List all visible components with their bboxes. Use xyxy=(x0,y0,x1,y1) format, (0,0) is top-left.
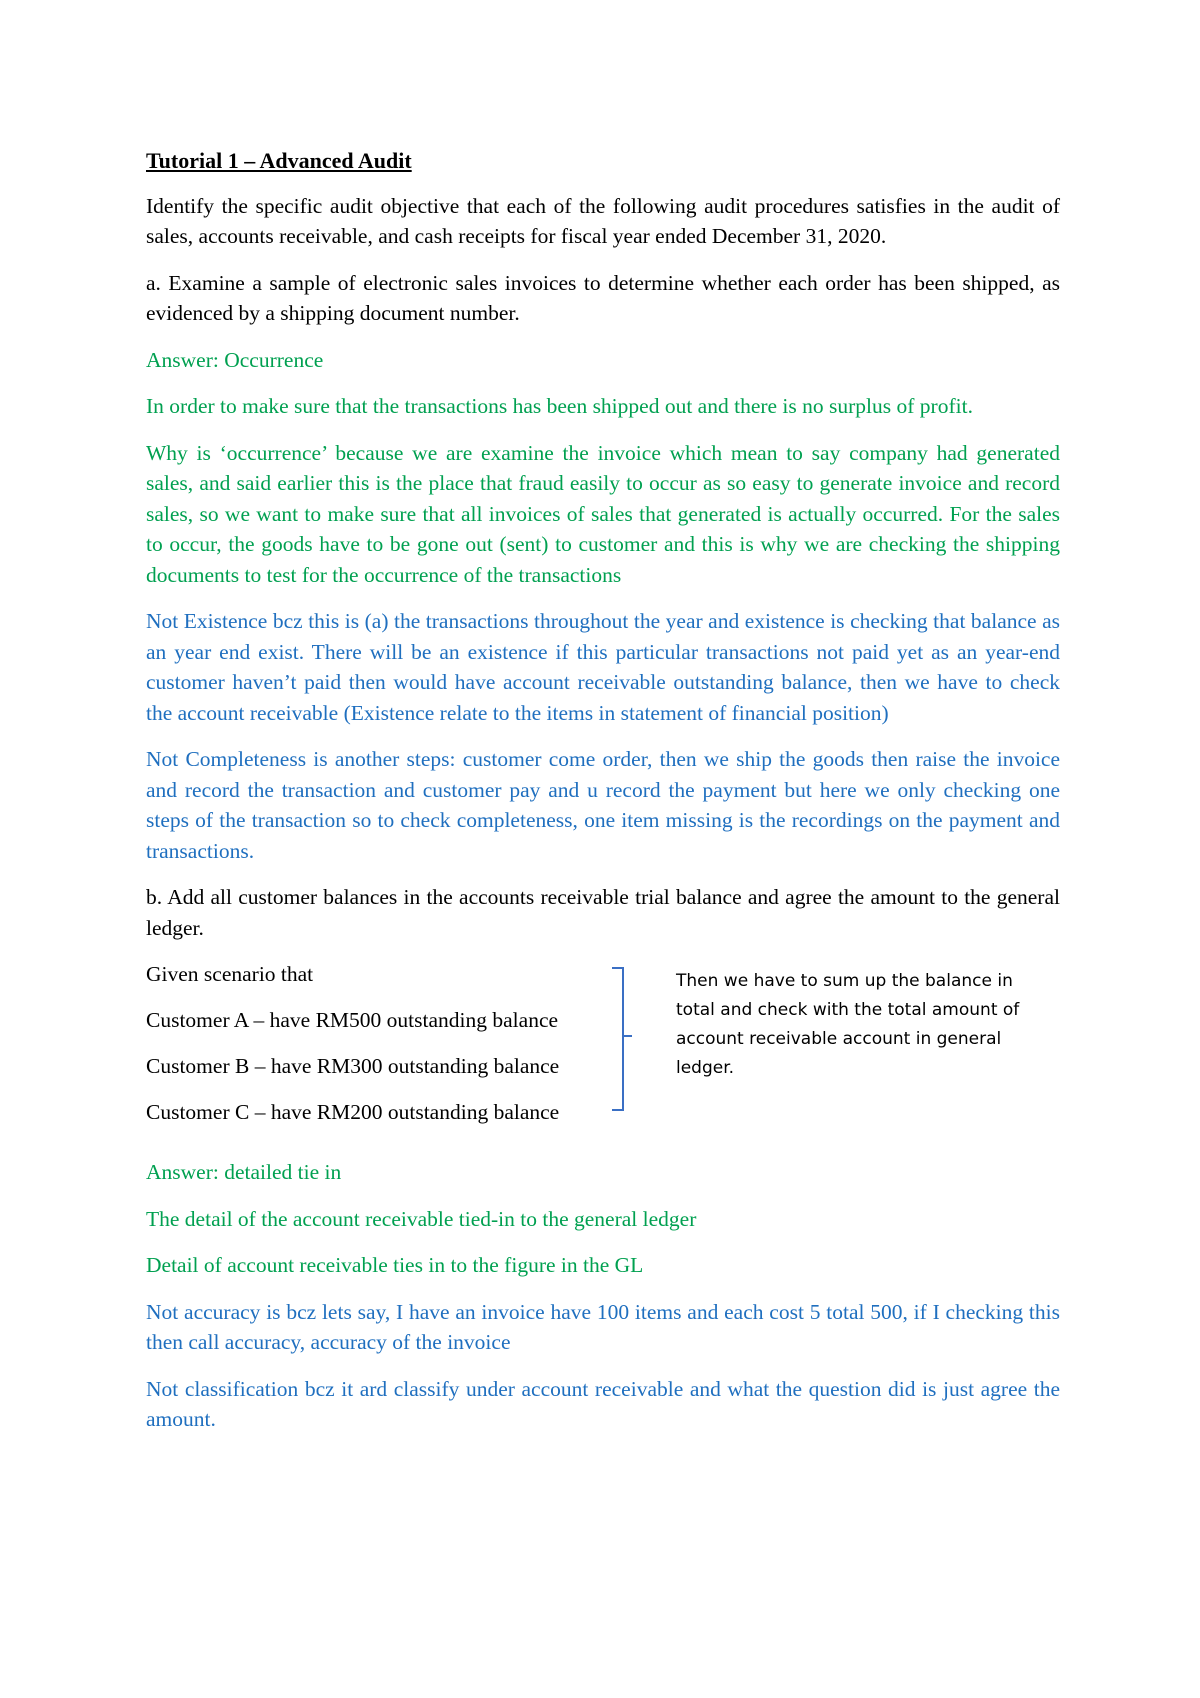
document-page xyxy=(146,146,1060,1451)
question-a: a. Examine a sample of electronic sales invoices to determine whether each order has been shipped, as evidenced by a shipping document number. xyxy=(146,270,1060,325)
answer-b-explanation-1: The detail of the account receivable tied-in to the general ledger xyxy=(146,1206,697,1231)
intro-paragraph: Identify the specific audit objective that each of the following audit procedures satisfies in the audit of sales, accounts receivable, and cash receipts for fiscal year ended December 31, 2020. xyxy=(146,193,1060,248)
answer-a-explanation-1: In order to make sure that the transactions has been shipped out and there is no surplus of profit. xyxy=(146,394,973,418)
right-bracket xyxy=(612,967,624,1111)
customer-b-line: Customer B – have RM300 outstanding balance xyxy=(146,1054,560,1078)
side-note: Then we have to sum up the balance in total and check with the total amount of account receivable account in general ledger. xyxy=(676,971,1020,1078)
answer-a-explanation-2: Why is ‘occurrence’ because we are examine the invoice which mean to say company had generated sales, and said earlier this is the place that fraud easily to occur as so easy to generate invoice and record sales, so we want to make sure that all invoices of sales that generated is actually occurred. For the sales to occur, the goods have to be gone out (sent) to customer and this is why we are checking the shipping documents to test for the occurrence of the transactions xyxy=(146,440,1060,587)
answer-a-not-existence: Not Existence bcz this is (a) the transactions throughout the year and existence is checking that balance as an year end exist. There will be an existence if this particular transactions not paid yet as an year-end customer haven’t paid then would have account receivable outstanding balance, then we have to check the account receivable (Existence relate to the items in statement of financial position) xyxy=(146,609,1060,725)
answer-a: Answer: Occurrence xyxy=(146,347,324,372)
customer-a-line: Customer A – have RM500 outstanding balance xyxy=(146,1008,559,1032)
question-b: b. Add all customer balances in the accounts receivable trial balance and agree the amount to the general ledger. xyxy=(146,885,1060,940)
customer-c-line: Customer C – have RM200 outstanding balance xyxy=(146,1100,560,1124)
answer-b: Answer: detailed tie in xyxy=(146,1160,342,1184)
page-title: Tutorial 1 – Advanced Audit xyxy=(146,148,412,173)
scenario-block xyxy=(146,959,1060,1141)
answer-b-not-classification: Not classification bcz it ard classify under account receivable and what the question did is just agree the amount. xyxy=(146,1376,1060,1431)
answer-b-not-accuracy: Not accuracy is bcz lets say, I have an invoice have 100 items and each cost 5 total 500, if I checking this then call accuracy, accuracy of the invoice xyxy=(146,1299,1060,1354)
answer-a-not-completeness: Not Completeness is another steps: customer come order, then we ship the goods then raise the invoice and record the transaction and customer pay and u record the payment but here we only checking one steps of the transaction so to check completeness, one item missing is the recordings on the payment and transactions. xyxy=(146,747,1060,863)
answer-b-explanation-2: Detail of account receivable ties in to the figure in the GL xyxy=(146,1253,644,1277)
bracket-tick xyxy=(624,1035,632,1037)
scenario-heading: Given scenario that xyxy=(146,962,314,986)
